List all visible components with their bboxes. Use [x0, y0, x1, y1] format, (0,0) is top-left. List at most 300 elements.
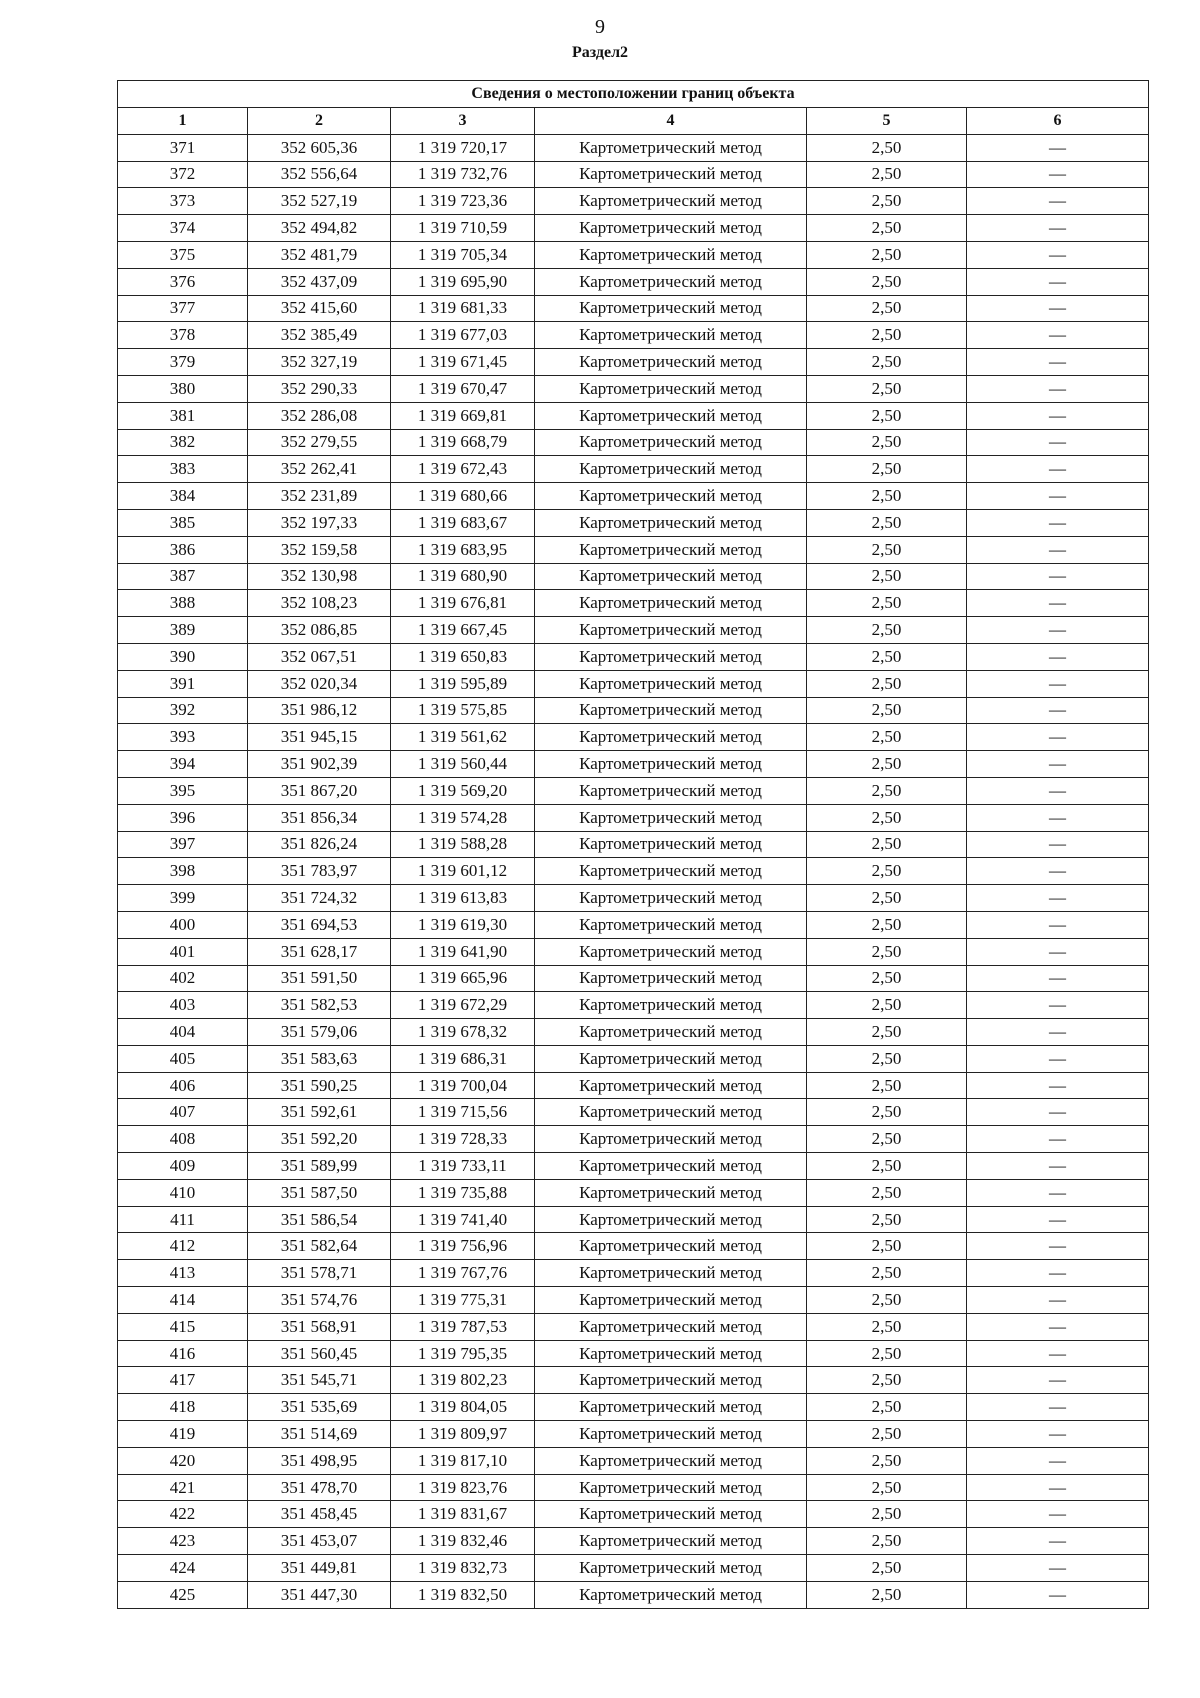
- accuracy-cell: 2,50: [807, 777, 967, 804]
- point-number-cell: 381: [118, 402, 248, 429]
- accuracy-cell: 2,50: [807, 134, 967, 161]
- x-coordinate-cell: 351 826,24: [248, 831, 391, 858]
- y-coordinate-cell: 1 319 795,35: [391, 1340, 535, 1367]
- description-cell: —: [967, 885, 1149, 912]
- y-coordinate-cell: 1 319 595,89: [391, 670, 535, 697]
- point-number-cell: 380: [118, 375, 248, 402]
- method-cell: Картометрический метод: [535, 509, 807, 536]
- accuracy-cell: 2,50: [807, 1019, 967, 1046]
- table-row: [118, 429, 1149, 456]
- table-row: [118, 1019, 1149, 1046]
- x-coordinate-cell: 352 556,64: [248, 161, 391, 188]
- table-row: [118, 911, 1149, 938]
- table-row: [118, 1421, 1149, 1448]
- method-cell: Картометрический метод: [535, 697, 807, 724]
- x-coordinate-cell: 351 592,61: [248, 1099, 391, 1126]
- y-coordinate-cell: 1 319 686,31: [391, 1045, 535, 1072]
- accuracy-cell: 2,50: [807, 858, 967, 885]
- point-number-cell: 411: [118, 1206, 248, 1233]
- x-coordinate-cell: 352 605,36: [248, 134, 391, 161]
- x-coordinate-cell: 351 867,20: [248, 777, 391, 804]
- y-coordinate-cell: 1 319 681,33: [391, 295, 535, 322]
- method-cell: Картометрический метод: [535, 885, 807, 912]
- table-row: [118, 1045, 1149, 1072]
- y-coordinate-cell: 1 319 735,88: [391, 1179, 535, 1206]
- method-cell: Картометрический метод: [535, 1260, 807, 1287]
- description-cell: —: [967, 1099, 1149, 1126]
- table-row: [118, 295, 1149, 322]
- point-number-cell: 385: [118, 509, 248, 536]
- table-row: [118, 724, 1149, 751]
- point-number-cell: 414: [118, 1287, 248, 1314]
- description-cell: —: [967, 965, 1149, 992]
- x-coordinate-cell: 352 197,33: [248, 509, 391, 536]
- table-row: [118, 215, 1149, 242]
- method-cell: Картометрический метод: [535, 617, 807, 644]
- point-number-cell: 418: [118, 1394, 248, 1421]
- accuracy-cell: 2,50: [807, 670, 967, 697]
- method-cell: Картометрический метод: [535, 965, 807, 992]
- description-cell: —: [967, 1019, 1149, 1046]
- x-coordinate-cell: 352 385,49: [248, 322, 391, 349]
- accuracy-cell: 2,50: [807, 1233, 967, 1260]
- table-row: [118, 617, 1149, 644]
- accuracy-cell: 2,50: [807, 1153, 967, 1180]
- point-number-cell: 422: [118, 1501, 248, 1528]
- accuracy-cell: 2,50: [807, 509, 967, 536]
- point-number-cell: 403: [118, 992, 248, 1019]
- x-coordinate-cell: 352 262,41: [248, 456, 391, 483]
- point-number-cell: 402: [118, 965, 248, 992]
- description-cell: —: [967, 563, 1149, 590]
- y-coordinate-cell: 1 319 560,44: [391, 751, 535, 778]
- x-coordinate-cell: 351 590,25: [248, 1072, 391, 1099]
- y-coordinate-cell: 1 319 767,76: [391, 1260, 535, 1287]
- y-coordinate-cell: 1 319 641,90: [391, 938, 535, 965]
- x-coordinate-cell: 351 478,70: [248, 1474, 391, 1501]
- y-coordinate-cell: 1 319 588,28: [391, 831, 535, 858]
- description-cell: —: [967, 670, 1149, 697]
- y-coordinate-cell: 1 319 668,79: [391, 429, 535, 456]
- column-header-6: 6: [967, 108, 1149, 135]
- point-number-cell: 388: [118, 590, 248, 617]
- description-cell: —: [967, 509, 1149, 536]
- point-number-cell: 398: [118, 858, 248, 885]
- point-number-cell: 408: [118, 1126, 248, 1153]
- accuracy-cell: 2,50: [807, 456, 967, 483]
- accuracy-cell: 2,50: [807, 1367, 967, 1394]
- method-cell: Картометрический метод: [535, 188, 807, 215]
- description-cell: —: [967, 724, 1149, 751]
- table-row: [118, 188, 1149, 215]
- y-coordinate-cell: 1 319 823,76: [391, 1474, 535, 1501]
- accuracy-cell: 2,50: [807, 751, 967, 778]
- table-row: [118, 1528, 1149, 1555]
- table-row: [118, 1233, 1149, 1260]
- description-cell: —: [967, 188, 1149, 215]
- accuracy-cell: 2,50: [807, 1555, 967, 1582]
- accuracy-cell: 2,50: [807, 1421, 967, 1448]
- accuracy-cell: 2,50: [807, 965, 967, 992]
- x-coordinate-cell: 352 481,79: [248, 241, 391, 268]
- x-coordinate-cell: 352 527,19: [248, 188, 391, 215]
- description-cell: —: [967, 1179, 1149, 1206]
- y-coordinate-cell: 1 319 561,62: [391, 724, 535, 751]
- method-cell: Картометрический метод: [535, 804, 807, 831]
- point-number-cell: 407: [118, 1099, 248, 1126]
- method-cell: Картометрический метод: [535, 858, 807, 885]
- table-row: [118, 1179, 1149, 1206]
- point-number-cell: 384: [118, 483, 248, 510]
- description-cell: —: [967, 402, 1149, 429]
- description-cell: —: [967, 483, 1149, 510]
- description-cell: —: [967, 1072, 1149, 1099]
- description-cell: —: [967, 161, 1149, 188]
- description-cell: —: [967, 215, 1149, 242]
- table-row: [118, 777, 1149, 804]
- description-cell: —: [967, 1555, 1149, 1582]
- method-cell: Картометрический метод: [535, 590, 807, 617]
- y-coordinate-cell: 1 319 809,97: [391, 1421, 535, 1448]
- point-number-cell: 378: [118, 322, 248, 349]
- table-row: [118, 375, 1149, 402]
- x-coordinate-cell: 351 591,50: [248, 965, 391, 992]
- method-cell: Картометрический метод: [535, 1447, 807, 1474]
- accuracy-cell: 2,50: [807, 1072, 967, 1099]
- y-coordinate-cell: 1 319 667,45: [391, 617, 535, 644]
- y-coordinate-cell: 1 319 678,32: [391, 1019, 535, 1046]
- table-row: [118, 831, 1149, 858]
- y-coordinate-cell: 1 319 670,47: [391, 375, 535, 402]
- table-row: [118, 938, 1149, 965]
- x-coordinate-cell: 352 020,34: [248, 670, 391, 697]
- method-cell: Картометрический метод: [535, 402, 807, 429]
- accuracy-cell: 2,50: [807, 1447, 967, 1474]
- point-number-cell: 376: [118, 268, 248, 295]
- accuracy-cell: 2,50: [807, 1474, 967, 1501]
- point-number-cell: 395: [118, 777, 248, 804]
- method-cell: Картометрический метод: [535, 134, 807, 161]
- accuracy-cell: 2,50: [807, 992, 967, 1019]
- accuracy-cell: 2,50: [807, 911, 967, 938]
- description-cell: —: [967, 1206, 1149, 1233]
- x-coordinate-cell: 352 130,98: [248, 563, 391, 590]
- accuracy-cell: 2,50: [807, 1126, 967, 1153]
- y-coordinate-cell: 1 319 569,20: [391, 777, 535, 804]
- table-row: [118, 1099, 1149, 1126]
- x-coordinate-cell: 351 586,54: [248, 1206, 391, 1233]
- description-cell: —: [967, 1501, 1149, 1528]
- x-coordinate-cell: 351 592,20: [248, 1126, 391, 1153]
- x-coordinate-cell: 351 568,91: [248, 1313, 391, 1340]
- method-cell: Картометрический метод: [535, 1045, 807, 1072]
- method-cell: Картометрический метод: [535, 1179, 807, 1206]
- point-number-cell: 405: [118, 1045, 248, 1072]
- table-caption-row: [118, 81, 1149, 108]
- table-row: [118, 1072, 1149, 1099]
- accuracy-cell: 2,50: [807, 831, 967, 858]
- description-cell: —: [967, 1126, 1149, 1153]
- x-coordinate-cell: 352 415,60: [248, 295, 391, 322]
- point-number-cell: 409: [118, 1153, 248, 1180]
- y-coordinate-cell: 1 319 680,90: [391, 563, 535, 590]
- x-coordinate-cell: 351 453,07: [248, 1528, 391, 1555]
- description-cell: —: [967, 1581, 1149, 1608]
- method-cell: Картометрический метод: [535, 751, 807, 778]
- description-cell: —: [967, 1528, 1149, 1555]
- method-cell: Картометрический метод: [535, 268, 807, 295]
- y-coordinate-cell: 1 319 650,83: [391, 643, 535, 670]
- table-row: [118, 483, 1149, 510]
- table-row: [118, 858, 1149, 885]
- table-row: [118, 1501, 1149, 1528]
- point-number-cell: 406: [118, 1072, 248, 1099]
- accuracy-cell: 2,50: [807, 322, 967, 349]
- x-coordinate-cell: 351 545,71: [248, 1367, 391, 1394]
- accuracy-cell: 2,50: [807, 1099, 967, 1126]
- point-number-cell: 412: [118, 1233, 248, 1260]
- accuracy-cell: 2,50: [807, 938, 967, 965]
- description-cell: —: [967, 1340, 1149, 1367]
- x-coordinate-cell: 351 578,71: [248, 1260, 391, 1287]
- point-number-cell: 419: [118, 1421, 248, 1448]
- method-cell: Картометрический метод: [535, 1019, 807, 1046]
- point-number-cell: 417: [118, 1367, 248, 1394]
- column-header-1: 1: [118, 108, 248, 135]
- method-cell: Картометрический метод: [535, 670, 807, 697]
- y-coordinate-cell: 1 319 756,96: [391, 1233, 535, 1260]
- method-cell: Картометрический метод: [535, 322, 807, 349]
- x-coordinate-cell: 351 902,39: [248, 751, 391, 778]
- y-coordinate-cell: 1 319 804,05: [391, 1394, 535, 1421]
- description-cell: —: [967, 992, 1149, 1019]
- table-row: [118, 992, 1149, 1019]
- description-cell: —: [967, 911, 1149, 938]
- method-cell: Картометрический метод: [535, 536, 807, 563]
- x-coordinate-cell: 352 067,51: [248, 643, 391, 670]
- table-row: [118, 1447, 1149, 1474]
- x-coordinate-cell: 352 327,19: [248, 349, 391, 376]
- accuracy-cell: 2,50: [807, 402, 967, 429]
- table-row: [118, 1126, 1149, 1153]
- description-cell: —: [967, 1394, 1149, 1421]
- y-coordinate-cell: 1 319 677,03: [391, 322, 535, 349]
- x-coordinate-cell: 352 231,89: [248, 483, 391, 510]
- y-coordinate-cell: 1 319 832,46: [391, 1528, 535, 1555]
- x-coordinate-cell: 351 724,32: [248, 885, 391, 912]
- point-number-cell: 383: [118, 456, 248, 483]
- description-cell: —: [967, 295, 1149, 322]
- point-number-cell: 415: [118, 1313, 248, 1340]
- table-row: [118, 1555, 1149, 1582]
- y-coordinate-cell: 1 319 705,34: [391, 241, 535, 268]
- accuracy-cell: 2,50: [807, 1340, 967, 1367]
- accuracy-cell: 2,50: [807, 1045, 967, 1072]
- y-coordinate-cell: 1 319 732,76: [391, 161, 535, 188]
- description-cell: —: [967, 1421, 1149, 1448]
- point-number-cell: 371: [118, 134, 248, 161]
- accuracy-cell: 2,50: [807, 590, 967, 617]
- x-coordinate-cell: 352 290,33: [248, 375, 391, 402]
- description-cell: —: [967, 1260, 1149, 1287]
- table-row: [118, 349, 1149, 376]
- description-cell: —: [967, 1233, 1149, 1260]
- point-number-cell: 372: [118, 161, 248, 188]
- method-cell: Картометрический метод: [535, 1340, 807, 1367]
- method-cell: Картометрический метод: [535, 1313, 807, 1340]
- description-cell: —: [967, 322, 1149, 349]
- method-cell: Картометрический метод: [535, 241, 807, 268]
- x-coordinate-cell: 351 449,81: [248, 1555, 391, 1582]
- y-coordinate-cell: 1 319 695,90: [391, 268, 535, 295]
- table-row: [118, 751, 1149, 778]
- method-cell: Картометрический метод: [535, 1099, 807, 1126]
- point-number-cell: 379: [118, 349, 248, 376]
- y-coordinate-cell: 1 319 802,23: [391, 1367, 535, 1394]
- method-cell: Картометрический метод: [535, 1555, 807, 1582]
- method-cell: Картометрический метод: [535, 1581, 807, 1608]
- method-cell: Картометрический метод: [535, 1126, 807, 1153]
- table-row: [118, 134, 1149, 161]
- table-row: [118, 402, 1149, 429]
- x-coordinate-cell: 351 589,99: [248, 1153, 391, 1180]
- x-coordinate-cell: 351 582,64: [248, 1233, 391, 1260]
- accuracy-cell: 2,50: [807, 188, 967, 215]
- table-row: [118, 697, 1149, 724]
- method-cell: Картометрический метод: [535, 1394, 807, 1421]
- method-cell: Картометрический метод: [535, 1367, 807, 1394]
- accuracy-cell: 2,50: [807, 563, 967, 590]
- point-number-cell: 389: [118, 617, 248, 644]
- y-coordinate-cell: 1 319 672,29: [391, 992, 535, 1019]
- accuracy-cell: 2,50: [807, 215, 967, 242]
- point-number-cell: 424: [118, 1555, 248, 1582]
- x-coordinate-cell: 351 574,76: [248, 1287, 391, 1314]
- point-number-cell: 394: [118, 751, 248, 778]
- x-coordinate-cell: 352 494,82: [248, 215, 391, 242]
- point-number-cell: 416: [118, 1340, 248, 1367]
- description-cell: —: [967, 777, 1149, 804]
- description-cell: —: [967, 617, 1149, 644]
- description-cell: —: [967, 938, 1149, 965]
- y-coordinate-cell: 1 319 601,12: [391, 858, 535, 885]
- description-cell: —: [967, 349, 1149, 376]
- column-header-4: 4: [535, 108, 807, 135]
- column-header-2: 2: [248, 108, 391, 135]
- x-coordinate-cell: 351 986,12: [248, 697, 391, 724]
- accuracy-cell: 2,50: [807, 1394, 967, 1421]
- table-row: [118, 241, 1149, 268]
- accuracy-cell: 2,50: [807, 617, 967, 644]
- description-cell: —: [967, 804, 1149, 831]
- method-cell: Картометрический метод: [535, 1474, 807, 1501]
- y-coordinate-cell: 1 319 733,11: [391, 1153, 535, 1180]
- table-row: [118, 1313, 1149, 1340]
- x-coordinate-cell: 352 159,58: [248, 536, 391, 563]
- x-coordinate-cell: 352 108,23: [248, 590, 391, 617]
- point-number-cell: 392: [118, 697, 248, 724]
- y-coordinate-cell: 1 319 700,04: [391, 1072, 535, 1099]
- method-cell: Картометрический метод: [535, 1421, 807, 1448]
- y-coordinate-cell: 1 319 683,67: [391, 509, 535, 536]
- method-cell: Картометрический метод: [535, 724, 807, 751]
- y-coordinate-cell: 1 319 619,30: [391, 911, 535, 938]
- description-cell: —: [967, 1287, 1149, 1314]
- table-row: [118, 670, 1149, 697]
- table-row: [118, 268, 1149, 295]
- x-coordinate-cell: 351 783,97: [248, 858, 391, 885]
- point-number-cell: 387: [118, 563, 248, 590]
- description-cell: —: [967, 429, 1149, 456]
- description-cell: —: [967, 1447, 1149, 1474]
- method-cell: Картометрический метод: [535, 1528, 807, 1555]
- point-number-cell: 373: [118, 188, 248, 215]
- method-cell: Картометрический метод: [535, 295, 807, 322]
- table-row: [118, 563, 1149, 590]
- point-number-cell: 413: [118, 1260, 248, 1287]
- table-body: [118, 134, 1149, 1608]
- y-coordinate-cell: 1 319 680,66: [391, 483, 535, 510]
- y-coordinate-cell: 1 319 775,31: [391, 1287, 535, 1314]
- method-cell: Картометрический метод: [535, 456, 807, 483]
- description-cell: —: [967, 134, 1149, 161]
- method-cell: Картометрический метод: [535, 375, 807, 402]
- y-coordinate-cell: 1 319 787,53: [391, 1313, 535, 1340]
- point-number-cell: 393: [118, 724, 248, 751]
- description-cell: —: [967, 241, 1149, 268]
- y-coordinate-cell: 1 319 574,28: [391, 804, 535, 831]
- y-coordinate-cell: 1 319 817,10: [391, 1447, 535, 1474]
- description-cell: —: [967, 751, 1149, 778]
- table-caption: Сведения о местоположении границ объекта: [118, 81, 1149, 108]
- point-number-cell: 386: [118, 536, 248, 563]
- table-row: [118, 643, 1149, 670]
- column-header-3: 3: [391, 108, 535, 135]
- accuracy-cell: 2,50: [807, 241, 967, 268]
- point-number-cell: 425: [118, 1581, 248, 1608]
- point-number-cell: 399: [118, 885, 248, 912]
- accuracy-cell: 2,50: [807, 1260, 967, 1287]
- table-row: [118, 1206, 1149, 1233]
- x-coordinate-cell: 352 437,09: [248, 268, 391, 295]
- y-coordinate-cell: 1 319 671,45: [391, 349, 535, 376]
- accuracy-cell: 2,50: [807, 1179, 967, 1206]
- table-row: [118, 885, 1149, 912]
- point-number-cell: 382: [118, 429, 248, 456]
- y-coordinate-cell: 1 319 683,95: [391, 536, 535, 563]
- table-row: [118, 1581, 1149, 1608]
- y-coordinate-cell: 1 319 720,17: [391, 134, 535, 161]
- table-row: [118, 1153, 1149, 1180]
- description-cell: —: [967, 643, 1149, 670]
- x-coordinate-cell: 351 447,30: [248, 1581, 391, 1608]
- description-cell: —: [967, 375, 1149, 402]
- method-cell: Картометрический метод: [535, 1233, 807, 1260]
- method-cell: Картометрический метод: [535, 992, 807, 1019]
- table-row: [118, 536, 1149, 563]
- x-coordinate-cell: 351 628,17: [248, 938, 391, 965]
- y-coordinate-cell: 1 319 575,85: [391, 697, 535, 724]
- accuracy-cell: 2,50: [807, 429, 967, 456]
- description-cell: —: [967, 268, 1149, 295]
- y-coordinate-cell: 1 319 676,81: [391, 590, 535, 617]
- accuracy-cell: 2,50: [807, 375, 967, 402]
- y-coordinate-cell: 1 319 715,56: [391, 1099, 535, 1126]
- point-number-cell: 404: [118, 1019, 248, 1046]
- description-cell: —: [967, 536, 1149, 563]
- y-coordinate-cell: 1 319 710,59: [391, 215, 535, 242]
- accuracy-cell: 2,50: [807, 536, 967, 563]
